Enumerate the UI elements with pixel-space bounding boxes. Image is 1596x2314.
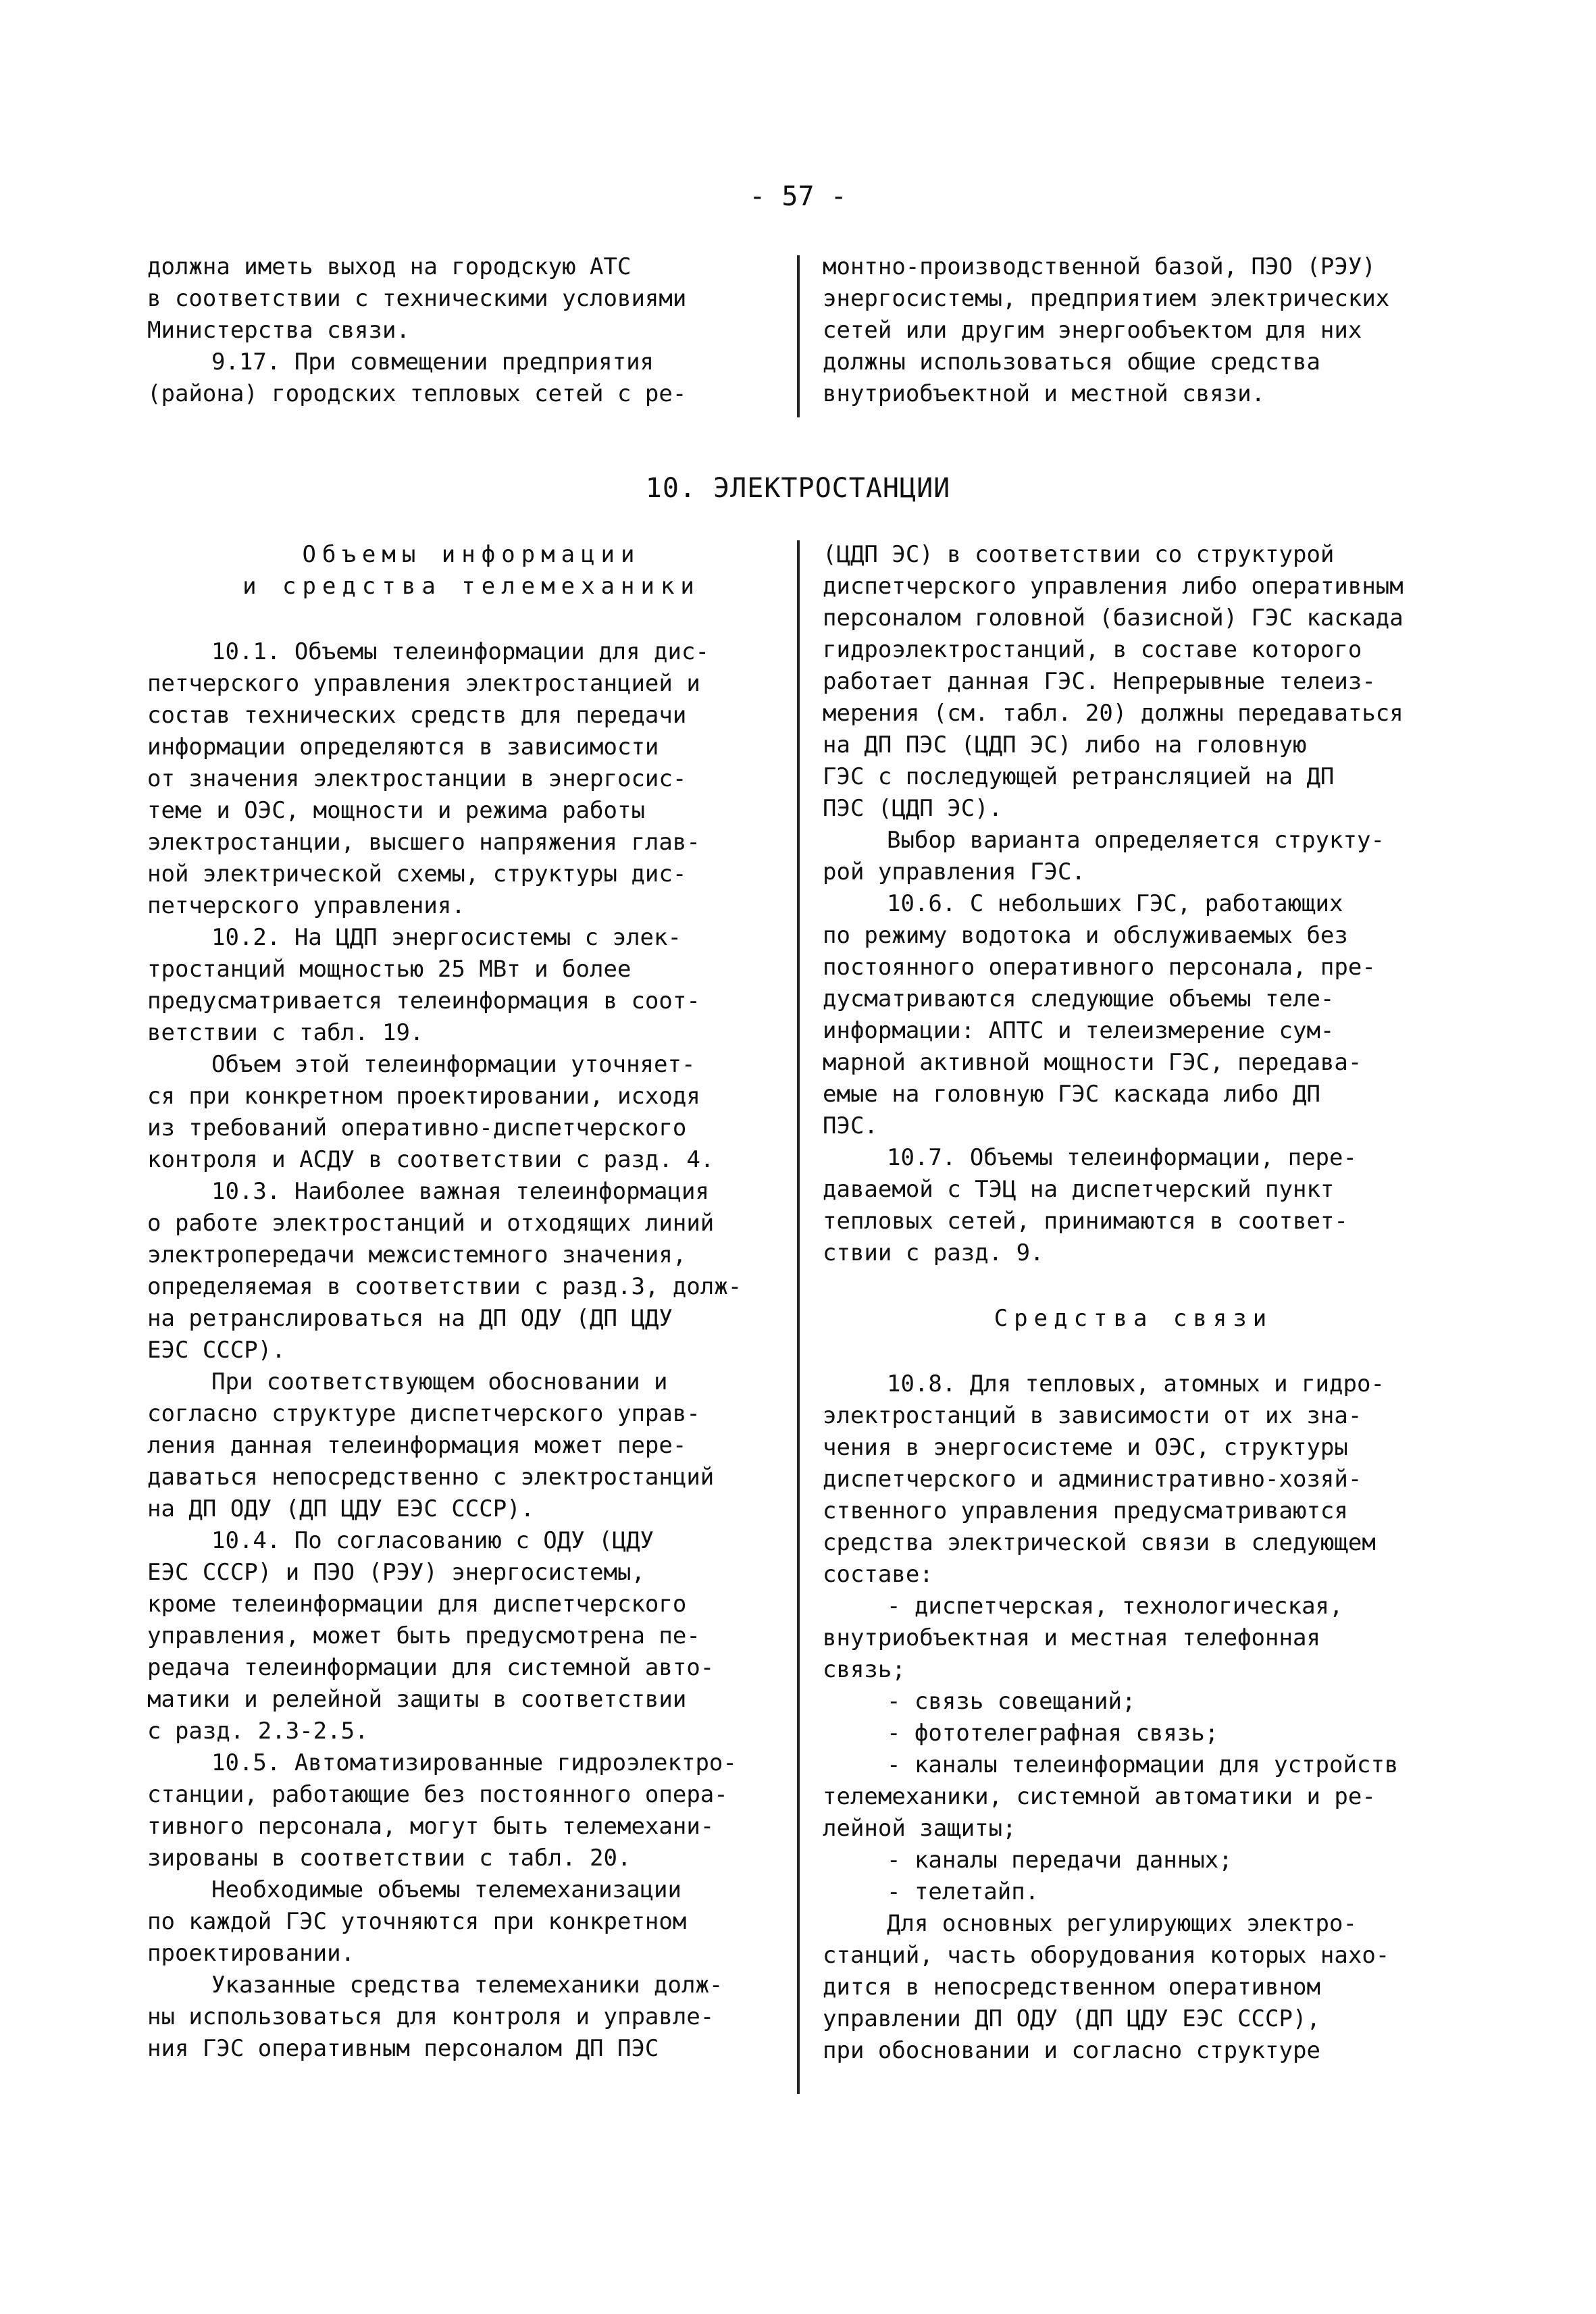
text-line: ствии с разд. 9. [823,1239,1044,1266]
text-line: от значения электростанции в энергосис- [147,765,687,792]
text-line: управления, может быть предусмотрена пе- [147,1622,700,1649]
text-line: ПЭС (ЦДП ЭС). [823,795,1003,822]
text-line: работает данная ГЭС. Непрерывные телеиз- [823,668,1376,695]
text-line: петчерского управления электростанцией и [147,670,700,697]
text-line: составе: [823,1561,933,1588]
text-line: - каналы передачи данных; [887,1847,1233,1874]
text-line: емые на головную ГЭС каскада либо ДП [823,1081,1320,1108]
text-line: 10.6. С небольших ГЭС, работающих [887,890,1343,917]
text-line: - связь совещаний; [887,1688,1136,1715]
text-line: ления данная телеинформация может пере- [147,1432,687,1459]
right-column [823,539,1444,2067]
text-line: кроме телеинформации для диспетчерского [147,1591,687,1618]
text-line: Указанные средства телемеханики долж- [211,1972,723,1999]
text-line: марной активной мощности ГЭС, передава- [823,1049,1362,1076]
text-line: гидроэлектростанций, в составе которого [823,636,1362,663]
text-line: контроля и АСДУ в соответствии с разд. 4. [147,1146,715,1173]
text-line: электропередачи межсистемного значения, [147,1241,687,1268]
text-line: с разд. 2.3-2.5. [147,1718,369,1745]
text-line: управлении ДП ОДУ (ДП ЦДУ ЕЭС СССР), [823,2005,1320,2032]
text-line: должна иметь выход на городскую АТС [147,253,632,280]
section-title: 10. ЭЛЕКТРОСТАНЦИИ [645,473,951,504]
text-line: дится в непосредственном оперативном [823,1974,1320,2001]
text-line: 10.7. Объемы телеинформации, пере- [887,1144,1357,1171]
text-line: электростанции, высшего напряжения глав- [147,829,700,856]
text-line: ветствии с табл. 19. [147,1019,424,1046]
text-line: на ДП ПЭС (ЦДП ЭС) либо на головную [823,731,1307,759]
text-line: 9.17. При совмещении предприятия [211,349,654,376]
text-line: тивного персонала, могут быть телемехани- [147,1813,715,1840]
text-line: связь; [823,1656,906,1683]
text-line: информации определяются в зависимости [147,734,659,761]
text-line: - фототелеграфная связь; [887,1720,1219,1747]
text-line: на ретранслироваться на ДП ОДУ (ДП ЦДУ [147,1305,673,1332]
text-line: диспетчерского управления либо оперативным [823,573,1404,600]
text-line: постоянного оперативного персонала, пре- [823,954,1376,981]
text-line: станции, работающие без постоянного опера- [147,1781,728,1808]
subheading: и средства телемеханики [242,573,700,600]
text-line: по режиму водотока и обслуживаемых без [823,922,1348,949]
text-line: ПЭС. [823,1112,878,1139]
text-line: Выбор варианта определяется структу- [887,827,1385,854]
text-line: При соответствующем обосновании и [211,1368,668,1395]
text-line: определяемая в соответствии с разд.3, долж- [147,1273,742,1300]
text-line: рой управления ГЭС. [823,858,1085,885]
text-line: ния ГЭС оперативным персоналом ДП ПЭС [147,2035,659,2062]
text-line: 10.4. По согласованию с ОДУ (ЦДУ [211,1527,654,1554]
text-line: - диспетчерская, технологическая, [887,1593,1343,1620]
text-line: предусматривается телеинформация в соот- [147,987,700,1014]
text-line: ГЭС с последующей ретрансляцией на ДП [823,763,1335,790]
text-line: монтно-производственной базой, ПЭО (РЭУ) [823,253,1376,280]
subheading: Объемы информации [302,541,641,568]
text-line: лейной защиты; [823,1815,1016,1842]
text-line: петчерского управления. [147,892,465,919]
page-number: - 57 - [749,181,847,212]
text-line: Необходимые объемы телемеханизации [211,1876,681,1903]
text-line: ЕЭС СССР) и ПЭО (РЭУ) энергосистемы, [147,1559,645,1586]
text-line: Для основных регулирующих электро- [887,1910,1357,1937]
text-line: Объем этой телеинформации уточняет- [211,1051,696,1078]
subheading: Средства связи [994,1305,1273,1332]
text-line: внутриобъектной и местной связи. [823,380,1266,407]
text-line: проектировании. [147,1940,355,1967]
left-column [147,539,796,2065]
text-line: внутриобъектная и местная телефонная [823,1624,1320,1651]
text-line: - телетайп. [887,1878,1039,1905]
top-left-text [147,251,796,410]
text-line: дусматриваются следующие объемы теле- [823,985,1335,1012]
text-line: состав технических средств для передачи [147,702,687,729]
text-line: ственного управления предусматриваются [823,1497,1348,1524]
text-line: (района) городских тепловых сетей с ре- [147,380,687,407]
text-line: тепловых сетей, принимаются в соответ- [823,1208,1348,1235]
text-line: ся при конкретном проектировании, исходя [147,1083,700,1110]
text-line: - каналы телеинформации для устройств [887,1751,1399,1778]
top-right-text [823,251,1444,410]
text-line: 10.3. Наиболее важная телеинформация [211,1178,709,1205]
text-line: 10.5. Автоматизированные гидроэлектро- [211,1749,737,1776]
text-line: по каждой ГЭС уточняются при конкретном [147,1908,687,1935]
text-line: о работе электростанций и отходящих линий [147,1210,715,1237]
text-line: информации: АПТС и телеизмерение сум- [823,1017,1335,1044]
text-line: станций, часть оборудования которых нахо- [823,1942,1390,1969]
text-line: 10.1. Объемы телеинформации для дис- [211,638,709,665]
text-line: сетей или другим энергообъектом для них [823,317,1362,344]
text-line: мерения (см. табл. 20) должны передаваться [823,700,1404,727]
text-line: (ЦДП ЭС) в соответствии со структурой [823,541,1335,568]
text-line: ЕЭС СССР). [147,1337,286,1364]
text-line: чения в энергосистеме и ОЭС, структуры [823,1434,1348,1461]
text-line: Министерства связи. [147,317,410,344]
text-line: энергосистемы, предприятием электрических [823,285,1390,312]
column-divider-main [797,540,800,2094]
text-line: ной электрической схемы, структуры дис- [147,860,687,888]
text-line: персоналом головной (базисной) ГЭС каскада [823,605,1404,632]
text-line: 10.2. На ЦДП энергосистемы с элек- [211,924,681,951]
text-line: 10.8. Для тепловых, атомных и гидро- [887,1370,1385,1397]
text-line: даваемой с ТЭЦ на диспетчерский пункт [823,1176,1335,1203]
text-line: на ДП ОДУ (ДП ЦДУ ЕЭС СССР). [147,1495,535,1522]
column-divider-top [797,255,800,417]
text-line: в соответствии с техническими условиями [147,285,687,312]
text-line: электростанций в зависимости от их зна- [823,1402,1362,1429]
text-line: согласно структуре диспетчерского управ- [147,1400,700,1427]
text-line: теме и ОЭС, мощности и режима работы [147,797,645,824]
text-line: должны использоваться общие средства [823,349,1320,376]
text-line: даваться непосредственно с электростанций [147,1464,715,1491]
text-line: из требований оперативно-диспетчерского [147,1114,687,1141]
text-line: телемеханики, системной автоматики и ре- [823,1783,1376,1810]
text-line: диспетчерского и административно-хозяй- [823,1466,1362,1493]
text-line: редача телеинформации для системной авто- [147,1654,715,1681]
text-line: тростанций мощностью 25 МВт и более [147,956,632,983]
text-line: средства электрической связи в следующем [823,1529,1376,1556]
text-line: при обосновании и согласно структуре [823,2037,1320,2064]
text-line: ны использоваться для контроля и управле- [147,2003,715,2030]
text-line: зированы в соответствии с табл. 20. [147,1845,632,1872]
text-line: матики и релейной защиты в соответствии [147,1686,687,1713]
